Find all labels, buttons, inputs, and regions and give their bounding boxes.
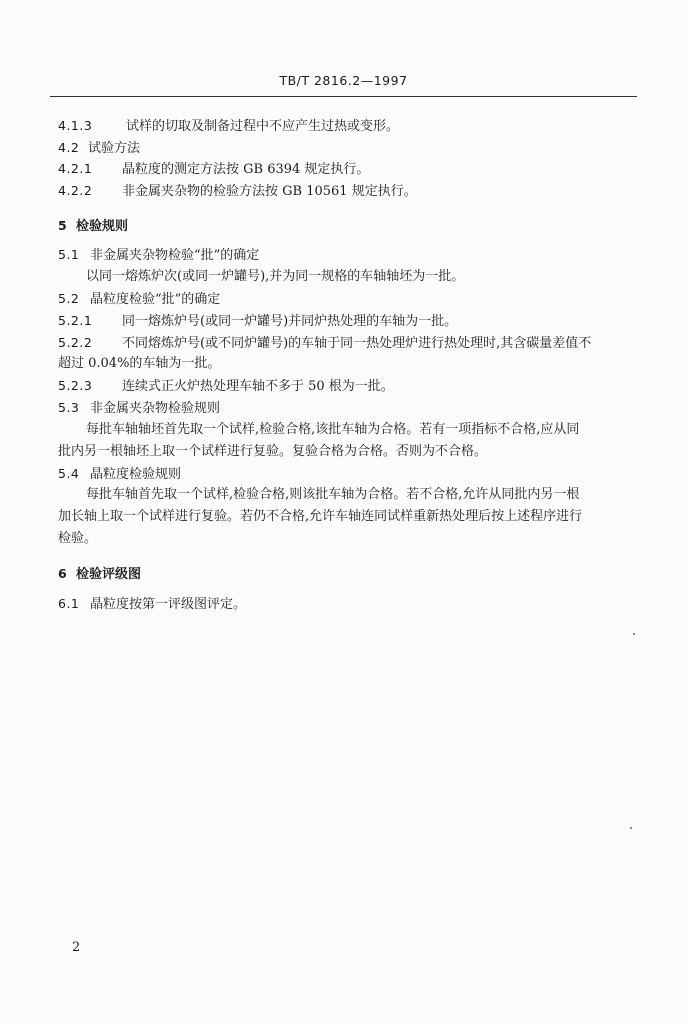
section-number: 5: [58, 218, 68, 233]
clause-text: 非金属夹杂物检验“批”的确定: [90, 248, 260, 263]
clause-number: 5.4: [58, 466, 80, 481]
clause-4-2-2: [58, 183, 417, 200]
clause-text: 晶粒度按第一评级图评定。: [90, 597, 247, 612]
page-number: 2: [72, 940, 81, 955]
clause-number: 5.2.1: [58, 313, 93, 328]
clause-number: 4.2.1: [58, 161, 93, 176]
clause-5-3-body-line-2: [58, 444, 487, 460]
paragraph-text: 以同一熔炼炉次(或同一炉罐号),并为同一规格的车轴轴坯为一批。: [86, 269, 465, 284]
clause-text: 不同熔炼炉号(或不同炉罐号)的车轴于同一热处理炉进行热处理时,其含碳量差值不: [122, 336, 592, 351]
clause-number: 4.1.3: [58, 118, 93, 133]
clause-5-1: [58, 247, 259, 264]
paragraph-text: 检验。: [58, 531, 98, 546]
clause-number: 5.1: [58, 247, 80, 262]
clause-text: 晶粒度检验“批”的确定: [90, 292, 221, 307]
clause-5-3: [58, 400, 220, 417]
paragraph-text: 加长轴上取一个试样进行复验。若仍不合格,允许车轴连同试样重新热处理后按上述程序进行: [58, 509, 583, 524]
clause-4-2-1: [58, 161, 369, 178]
section-number: 6: [58, 566, 68, 581]
clause-5-1-body: [86, 269, 464, 285]
clause-6-1: [58, 596, 246, 613]
paragraph-text: 每批车轴首先取一个试样,检验合格,则该批车轴为合格。若不合格,允许从同批内另一根: [86, 487, 580, 502]
clause-5-2-3: [58, 378, 394, 395]
clause-number: 4.2: [58, 140, 80, 155]
clause-5-2-1: [58, 313, 457, 330]
clause-5-4-body-line-3: [58, 531, 97, 547]
paragraph-text: 批内另一根轴坯上取一个试样进行复验。复验合格为合格。否则为不合格。: [58, 444, 488, 459]
scan-speck: [633, 633, 635, 635]
clause-5-2-2-continued: [58, 356, 220, 372]
clause-5-2-2: [58, 335, 591, 352]
clause-4-1-3: [58, 118, 399, 135]
standard-code-header: TB/T 2816.2—1997: [279, 73, 408, 88]
clause-number: 5.3: [58, 400, 80, 415]
clause-number: 5.2: [58, 291, 80, 306]
clause-5-4-body-line-1: [86, 487, 579, 503]
clause-text: 连续式正火炉热处理车轴不多于 50 根为一批。: [122, 379, 394, 394]
clause-number: 5.2.2: [58, 335, 93, 350]
clause-5-4-body-line-2: [58, 509, 582, 525]
clause-text: 试验方法: [88, 141, 141, 156]
header-rule: [50, 96, 637, 97]
clause-4-2: [58, 140, 140, 157]
clause-text: 非金属夹杂物检验规则: [90, 401, 221, 416]
section-5-heading: [58, 218, 128, 235]
clause-5-2: [58, 291, 220, 308]
paragraph-text: 超过 0.04%的车轴为一批。: [58, 356, 221, 371]
section-title: 检验评级图: [76, 567, 142, 582]
clause-text: 非金属夹杂物的检验方法按 GB 10561 规定执行。: [122, 184, 417, 199]
scan-speck: [630, 827, 632, 829]
section-title: 检验规则: [76, 219, 129, 234]
clause-number: 6.1: [58, 596, 80, 611]
clause-number: 4.2.2: [58, 183, 93, 198]
clause-text: 试样的切取及制备过程中不应产生过热或变形。: [126, 119, 400, 134]
clause-text: 晶粒度检验规则: [90, 467, 182, 482]
section-6-heading: [58, 566, 141, 583]
clause-text: 晶粒度的测定方法按 GB 6394 规定执行。: [122, 162, 370, 177]
paragraph-text: 每批车轴轴坯首先取一个试样,检验合格,该批车轴为合格。若有一项指标不合格,应从同: [86, 422, 580, 437]
clause-number: 5.2.3: [58, 378, 93, 393]
clause-5-3-body-line-1: [86, 422, 579, 438]
clause-text: 同一熔炼炉号(或同一炉罐号)并同炉热处理的车轴为一批。: [122, 314, 458, 329]
clause-5-4: [58, 466, 181, 483]
